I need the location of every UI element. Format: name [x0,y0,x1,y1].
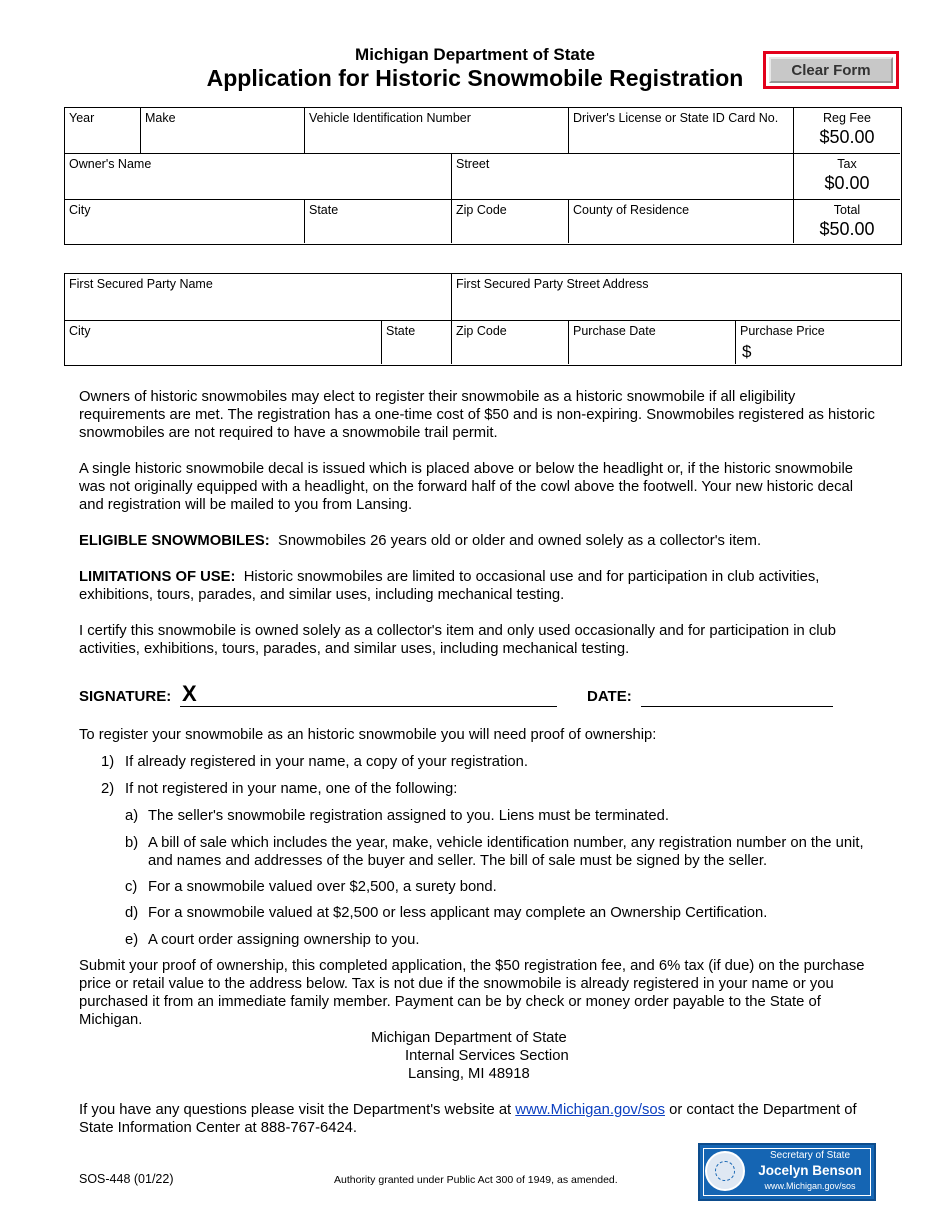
secured-party-address-field[interactable] [451,274,900,320]
city-label: City [69,203,91,217]
owner-name-label: Owner's Name [69,157,152,171]
license-label: Driver's License or State ID Card No. [573,111,779,125]
sub-item: A court order assigning ownership to you. [148,932,420,948]
date-line[interactable] [641,686,833,707]
license-field[interactable] [568,108,793,153]
website-link[interactable]: www.Michigan.gov/sos [515,1102,665,1118]
intro-paragraph: Owners of historic snowmobiles may elect to register their snowmobile as a historic snowmobile if all eligibility requirements are met. The registration has a one-time cost of $50 and is non-expiring. Snowmobiles registered as historic snowmobiles are not required to have a snowmobile trail permit. [79,389,875,441]
purchase-price-field[interactable] [735,320,900,364]
signature-line[interactable] [180,686,557,707]
sub-item-letter: d) [125,905,139,921]
sub-item-letter: c) [125,879,138,895]
owner-name-field[interactable] [65,153,451,199]
limitations-label: LIMITATIONS OF USE: [79,569,236,585]
reg-fee-value: $50.00 [819,127,875,147]
address-line-2: Internal Services Section [405,1048,569,1064]
secured-state-label: State [386,324,416,338]
signature-x-mark: X [182,681,197,706]
secured-city-label: City [69,324,91,338]
secured-city-field[interactable] [65,320,381,364]
contact-paragraph [79,1101,879,1137]
sub-item: For a snowmobile valued at $2,500 or less applicant may complete an Ownership Certification. [148,905,768,921]
sub-item: A bill of sale which includes the year, make, vehicle identification number, any registration number on the unit, and names and addresses of the buyer and seller. The bill of sale must be signed by the seller. [148,835,864,869]
secured-zip-label: Zip Code [456,324,507,338]
sub-item-letter: e) [125,932,139,948]
tax-box [793,153,900,199]
vin-field[interactable] [304,108,568,153]
signature-label: SIGNATURE: [79,688,172,705]
secretary-of-state-logo [698,1143,876,1201]
reg-fee-label: Reg Fee [823,111,871,125]
submit-paragraph: Submit your proof of ownership, this completed application, the $50 registration fee, and 6% tax (if due) on the purchase price or retail value to the address below. Tax is not due if the snowmobile is already registered in your name or you purchased it from an immediate family member. Payment can be by check or money order payable to the State of Michigan. [79,958,865,1028]
total-box [793,199,900,243]
purchase-price-dollar: $ [742,342,752,361]
logo-url: www.Michigan.gov/sos [764,1181,856,1191]
total-label: Total [833,203,861,217]
date-label: DATE: [587,688,632,705]
zip-field[interactable] [451,199,568,243]
secured-zip-field[interactable] [451,320,568,364]
make-field[interactable] [140,108,304,153]
list-item-number: 1) [101,754,115,770]
logo-name: Jocelyn Benson [758,1163,862,1178]
contact-text-before: If you have any questions please visit the Department's website at [79,1102,516,1118]
form-id: SOS-448 (01/22) [79,1172,174,1186]
sub-item: The seller's snowmobile registration assigned to you. Liens must be terminated. [148,808,669,824]
secured-party-address-label: First Secured Party Street Address [456,277,649,291]
address-line-1: Michigan Department of State [371,1030,567,1046]
logo-title: Secretary of State [769,1150,851,1161]
city-field[interactable] [65,199,304,243]
decal-paragraph: A single historic snowmobile decal is issued which is placed above or below the headlight or, if the historic snowmobile was not originally equipped with a headlight, on the forward half of the cowl above the footwell. Your new historic decal and registration will be mailed to you from Lansing. [79,461,854,513]
list-item-number: 2) [101,781,115,797]
eligible-paragraph [79,532,879,550]
make-label: Make [145,111,176,125]
total-value: $50.00 [819,219,875,239]
year-field[interactable] [65,108,140,153]
contact-text-after: or contact the Department of State Information Center at 888-767-6424. [79,1102,857,1136]
street-field[interactable] [451,153,793,199]
reg-fee-box [793,108,900,153]
secured-state-field[interactable] [381,320,451,364]
street-label: Street [456,157,490,171]
secured-party-name-label: First Secured Party Name [69,277,213,291]
tax-value: $0.00 [824,173,870,193]
sub-item-letter: b) [125,835,139,851]
limitations-paragraph [79,568,879,604]
eligible-text: Snowmobiles 26 years old or older and owned solely as a collector's item. [277,533,762,549]
state-field[interactable] [304,199,451,243]
year-label: Year [69,111,95,125]
vin-label: Vehicle Identification Number [309,111,471,125]
clear-form-button[interactable]: Clear Form [769,57,893,83]
eligible-label: ELIGIBLE SNOWMOBILES: [79,533,270,549]
vehicle-table [64,107,902,245]
agency-name: Michigan Department of State [355,45,595,64]
secured-party-table [64,273,902,366]
county-label: County of Residence [573,203,690,217]
purchase-date-field[interactable] [568,320,735,364]
sub-item-letter: a) [125,808,139,824]
authority-note: Authority granted under Public Act 300 of 1949, as amended. [334,1174,618,1186]
address-line-3: Lansing, MI 48918 [408,1066,530,1082]
form-title: Application for Historic Snowmobile Registration [206,65,744,91]
ownership-intro: To register your snowmobile as an historic snowmobile you will need proof of ownership: [79,727,657,743]
county-field[interactable] [568,199,793,243]
zip-label: Zip Code [456,203,507,217]
list-item: If not registered in your name, one of the following: [125,781,458,797]
clear-form-frame [763,51,899,89]
tax-label: Tax [837,157,857,171]
purchase-date-label: Purchase Date [573,324,656,338]
state-seal-icon [705,1151,745,1191]
secured-party-name-field[interactable] [65,274,451,320]
purchase-price-label: Purchase Price [740,324,825,338]
sub-item: For a snowmobile valued over $2,500, a surety bond. [148,879,497,895]
certify-paragraph: I certify this snowmobile is owned solely as a collector's item and only used occasionally and for participation in club activities, exhibitions, tours, parades, and similar uses, including mechanical testing. [79,623,837,657]
limitations-text: Historic snowmobiles are limited to occasional use and for participation in club activities, exhibitions, tours, parades, and similar uses, including mechanical testing. [79,569,820,603]
state-label: State [309,203,339,217]
list-item: If already registered in your name, a copy of your registration. [125,754,529,770]
